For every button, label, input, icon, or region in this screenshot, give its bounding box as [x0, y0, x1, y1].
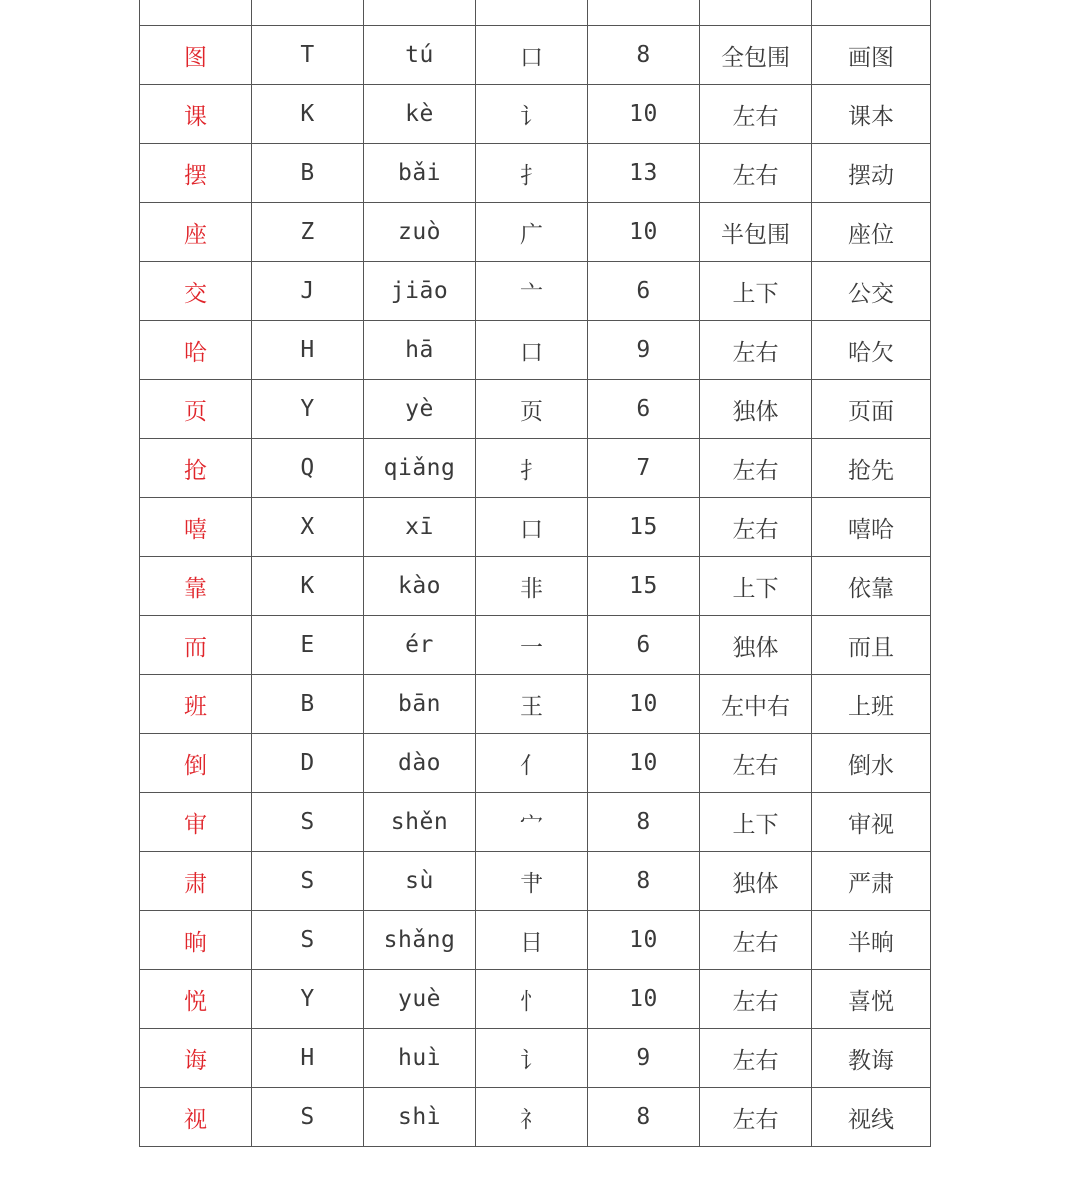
structure-cell: 独体	[700, 852, 812, 911]
example-word-cell: 而且	[812, 616, 931, 675]
structure-cell: 左右	[700, 85, 812, 144]
structure-cell: 左中右	[700, 675, 812, 734]
pinyin-cell: bǎi	[364, 144, 476, 203]
structure-cell: 左右	[700, 734, 812, 793]
initial-cell: D	[252, 734, 364, 793]
character-cell: 诲	[140, 1029, 252, 1088]
initial-cell: H	[252, 321, 364, 380]
pinyin-cell: ér	[364, 616, 476, 675]
example-word-cell: 哈欠	[812, 321, 931, 380]
character-cell: 哈	[140, 321, 252, 380]
radical-cell: 肀	[476, 852, 588, 911]
radical-cell: 扌	[476, 144, 588, 203]
pinyin-cell: shěn	[364, 793, 476, 852]
table-row	[140, 85, 931, 144]
pinyin-cell: yè	[364, 380, 476, 439]
initial-cell: Y	[252, 380, 364, 439]
structure-cell: 左右	[700, 1088, 812, 1147]
pinyin-cell: kào	[364, 557, 476, 616]
radical-cell: 礻	[476, 1088, 588, 1147]
stroke-count-cell: 10	[588, 675, 700, 734]
table-row	[140, 144, 931, 203]
example-word-cell: 依靠	[812, 557, 931, 616]
stroke-count-cell: 9	[588, 321, 700, 380]
initial-cell: J	[252, 262, 364, 321]
stroke-count-cell: 8	[588, 26, 700, 85]
structure-cell: 全包围	[700, 26, 812, 85]
table-row	[140, 734, 931, 793]
example-word-cell: 座位	[812, 203, 931, 262]
example-word-cell: 页面	[812, 380, 931, 439]
initial-cell: T	[252, 26, 364, 85]
character-cell: 而	[140, 616, 252, 675]
initial-cell: X	[252, 498, 364, 557]
header-initial	[252, 0, 364, 26]
structure-cell: 半包围	[700, 203, 812, 262]
pinyin-cell: hā	[364, 321, 476, 380]
initial-cell: K	[252, 85, 364, 144]
initial-cell: K	[252, 557, 364, 616]
structure-cell: 左右	[700, 1029, 812, 1088]
example-word-cell: 抢先	[812, 439, 931, 498]
structure-cell: 上下	[700, 793, 812, 852]
character-cell: 倒	[140, 734, 252, 793]
stroke-count-cell: 10	[588, 911, 700, 970]
stroke-count-cell: 15	[588, 498, 700, 557]
example-word-cell: 嘻哈	[812, 498, 931, 557]
radical-cell: 口	[476, 321, 588, 380]
example-word-cell: 倒水	[812, 734, 931, 793]
character-cell: 页	[140, 380, 252, 439]
initial-cell: Q	[252, 439, 364, 498]
radical-cell: 王	[476, 675, 588, 734]
character-cell: 摆	[140, 144, 252, 203]
character-cell: 悦	[140, 970, 252, 1029]
header-word	[812, 0, 931, 26]
initial-cell: S	[252, 852, 364, 911]
character-cell: 靠	[140, 557, 252, 616]
character-cell: 肃	[140, 852, 252, 911]
initial-cell: B	[252, 144, 364, 203]
stroke-count-cell: 9	[588, 1029, 700, 1088]
radical-cell: 广	[476, 203, 588, 262]
structure-cell: 左右	[700, 321, 812, 380]
table-row	[140, 793, 931, 852]
radical-cell: 讠	[476, 1029, 588, 1088]
stroke-count-cell: 15	[588, 557, 700, 616]
character-cell: 晌	[140, 911, 252, 970]
table-row	[140, 911, 931, 970]
radical-cell: 口	[476, 26, 588, 85]
structure-cell: 上下	[700, 262, 812, 321]
pinyin-cell: shǎng	[364, 911, 476, 970]
header-structure	[700, 0, 812, 26]
radical-cell: 亻	[476, 734, 588, 793]
character-cell: 嘻	[140, 498, 252, 557]
pinyin-cell: sù	[364, 852, 476, 911]
pinyin-cell: tú	[364, 26, 476, 85]
table-row	[140, 26, 931, 85]
table-row	[140, 557, 931, 616]
initial-cell: Y	[252, 970, 364, 1029]
example-word-cell: 教诲	[812, 1029, 931, 1088]
header-char	[140, 0, 252, 26]
table-row	[140, 380, 931, 439]
structure-cell: 独体	[700, 616, 812, 675]
table-row	[140, 262, 931, 321]
structure-cell: 左右	[700, 970, 812, 1029]
radical-cell: 页	[476, 380, 588, 439]
example-word-cell: 上班	[812, 675, 931, 734]
structure-cell: 上下	[700, 557, 812, 616]
table-row	[140, 675, 931, 734]
vocabulary-table	[139, 0, 931, 1147]
example-word-cell: 喜悦	[812, 970, 931, 1029]
radical-cell: 忄	[476, 970, 588, 1029]
header-radical	[476, 0, 588, 26]
radical-cell: 亠	[476, 262, 588, 321]
pinyin-cell: bān	[364, 675, 476, 734]
pinyin-cell: zuò	[364, 203, 476, 262]
stroke-count-cell: 8	[588, 793, 700, 852]
table-row	[140, 439, 931, 498]
example-word-cell: 画图	[812, 26, 931, 85]
pinyin-cell: xī	[364, 498, 476, 557]
initial-cell: S	[252, 793, 364, 852]
table-body	[140, 26, 931, 1147]
initial-cell: S	[252, 1088, 364, 1147]
example-word-cell: 公交	[812, 262, 931, 321]
pinyin-cell: dào	[364, 734, 476, 793]
table-row	[140, 321, 931, 380]
character-cell: 课	[140, 85, 252, 144]
table-row	[140, 498, 931, 557]
table-row	[140, 203, 931, 262]
radical-cell: 讠	[476, 85, 588, 144]
character-cell: 交	[140, 262, 252, 321]
example-word-cell: 严肃	[812, 852, 931, 911]
radical-cell: 非	[476, 557, 588, 616]
character-cell: 抢	[140, 439, 252, 498]
radical-cell: 扌	[476, 439, 588, 498]
stroke-count-cell: 10	[588, 970, 700, 1029]
structure-cell: 左右	[700, 144, 812, 203]
radical-cell: 一	[476, 616, 588, 675]
initial-cell: B	[252, 675, 364, 734]
header-strokes	[588, 0, 700, 26]
radical-cell: 宀	[476, 793, 588, 852]
pinyin-cell: huì	[364, 1029, 476, 1088]
example-word-cell: 摆动	[812, 144, 931, 203]
table-row	[140, 1088, 931, 1147]
radical-cell: 日	[476, 911, 588, 970]
structure-cell: 左右	[700, 911, 812, 970]
table-header	[140, 0, 931, 26]
table-row	[140, 970, 931, 1029]
table-row	[140, 616, 931, 675]
stroke-count-cell: 10	[588, 203, 700, 262]
stroke-count-cell: 6	[588, 616, 700, 675]
header-pinyin	[364, 0, 476, 26]
stroke-count-cell: 7	[588, 439, 700, 498]
pinyin-cell: jiāo	[364, 262, 476, 321]
example-word-cell: 审视	[812, 793, 931, 852]
stroke-count-cell: 8	[588, 1088, 700, 1147]
pinyin-cell: shì	[364, 1088, 476, 1147]
character-cell: 视	[140, 1088, 252, 1147]
pinyin-cell: kè	[364, 85, 476, 144]
stroke-count-cell: 13	[588, 144, 700, 203]
pinyin-cell: yuè	[364, 970, 476, 1029]
table-row	[140, 852, 931, 911]
initial-cell: S	[252, 911, 364, 970]
initial-cell: E	[252, 616, 364, 675]
header-row	[140, 0, 931, 26]
structure-cell: 独体	[700, 380, 812, 439]
character-cell: 座	[140, 203, 252, 262]
stroke-count-cell: 6	[588, 380, 700, 439]
stroke-count-cell: 10	[588, 85, 700, 144]
character-cell: 图	[140, 26, 252, 85]
radical-cell: 口	[476, 498, 588, 557]
stroke-count-cell: 8	[588, 852, 700, 911]
character-cell: 审	[140, 793, 252, 852]
example-word-cell: 半晌	[812, 911, 931, 970]
table-row	[140, 1029, 931, 1088]
example-word-cell: 视线	[812, 1088, 931, 1147]
structure-cell: 左右	[700, 439, 812, 498]
character-cell: 班	[140, 675, 252, 734]
stroke-count-cell: 6	[588, 262, 700, 321]
stroke-count-cell: 10	[588, 734, 700, 793]
example-word-cell: 课本	[812, 85, 931, 144]
initial-cell: Z	[252, 203, 364, 262]
initial-cell: H	[252, 1029, 364, 1088]
pinyin-cell: qiǎng	[364, 439, 476, 498]
structure-cell: 左右	[700, 498, 812, 557]
